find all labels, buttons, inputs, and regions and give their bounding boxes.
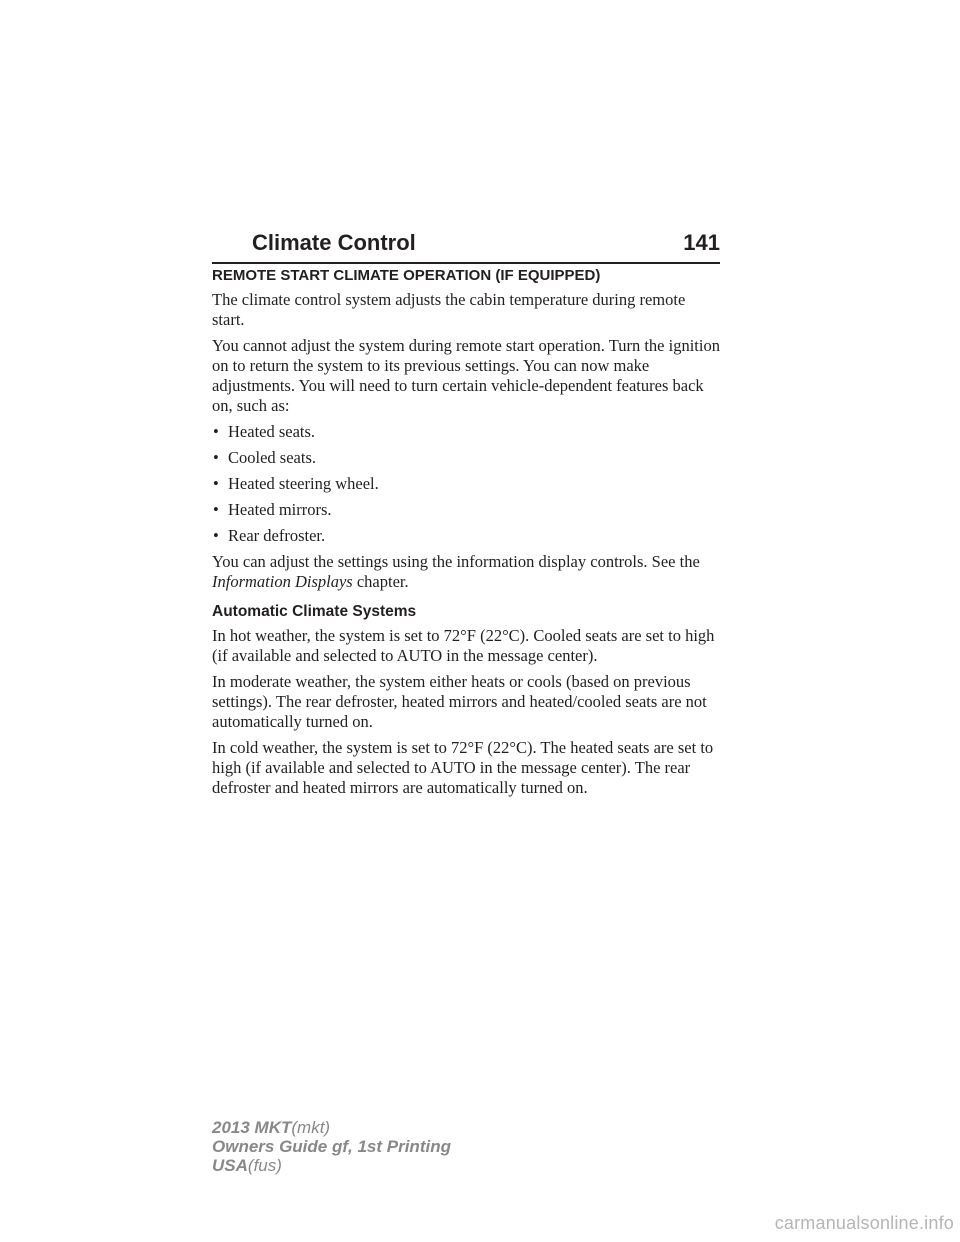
list-item bbox=[212, 448, 720, 468]
list-item-text: Cooled seats. bbox=[228, 448, 316, 467]
watermark: carmanualsonline.info bbox=[774, 1213, 954, 1233]
list-item-text: Heated mirrors. bbox=[228, 500, 332, 519]
footer-model-code: (mkt) bbox=[291, 1118, 331, 1137]
bullet-icon: • bbox=[213, 474, 219, 493]
footer-guide: Owners Guide gf, 1st Printing bbox=[212, 1137, 451, 1156]
page-content bbox=[212, 266, 720, 804]
list-item bbox=[212, 474, 720, 494]
list-item-text: Rear defroster. bbox=[228, 526, 326, 545]
section-heading: REMOTE START CLIMATE OPERATION (IF EQUIPPED) bbox=[212, 267, 601, 284]
footer-line bbox=[212, 1118, 451, 1137]
paragraph-moderate-weather: In moderate weather, the system either heats or cools (based on previous settings). The rear defroster, heated mirrors and heated/cooled seats are not automatically turned on. bbox=[212, 672, 707, 731]
paragraph-cold-weather: In cold weather, the system is set to 72°F (22°C). The heated seats are set to high (if available and selected to AUTO in the message center). The rear defroster and heated mirrors are automatically turned on. bbox=[212, 738, 714, 797]
paragraph-text: You can adjust the settings using the information display controls. See the bbox=[212, 552, 700, 571]
list-item bbox=[212, 526, 720, 546]
footer-model: 2013 MKT bbox=[212, 1118, 292, 1137]
paragraph-text: chapter. bbox=[356, 572, 409, 591]
subsection-heading: Automatic Climate Systems bbox=[212, 603, 417, 620]
paragraph-settings bbox=[212, 552, 720, 592]
footer-region: USA bbox=[212, 1156, 248, 1175]
footer-line bbox=[212, 1156, 451, 1175]
chapter-title: Climate Control bbox=[252, 230, 416, 255]
paragraph-hot-weather: In hot weather, the system is set to 72°F (22°C). Cooled seats are set to high (if available and selected to AUTO in the message center). bbox=[212, 626, 715, 665]
list-item bbox=[212, 422, 720, 442]
paragraph-adjust: You cannot adjust the system during remote start operation. Turn the ignition on to return the system to its previous settings. You can now make adjustments. You will need to turn certain vehicle-dependent features back on, such as: bbox=[212, 336, 720, 415]
footer-region-code: (fus) bbox=[247, 1156, 282, 1175]
paragraph-intro: The climate control system adjusts the cabin temperature during remote start. bbox=[212, 290, 686, 329]
list-item-text: Heated steering wheel. bbox=[228, 474, 379, 493]
print-footer bbox=[212, 1118, 451, 1175]
bullet-icon: • bbox=[213, 448, 219, 467]
chapter-reference: Information Displays bbox=[212, 572, 353, 591]
list-item-text: Heated seats. bbox=[228, 422, 316, 441]
page-header bbox=[212, 228, 720, 264]
bullet-icon: • bbox=[213, 422, 219, 441]
list-item bbox=[212, 500, 720, 520]
page-number: 141 bbox=[683, 230, 720, 255]
bullet-icon: • bbox=[213, 500, 219, 519]
bullet-icon: • bbox=[213, 526, 219, 545]
